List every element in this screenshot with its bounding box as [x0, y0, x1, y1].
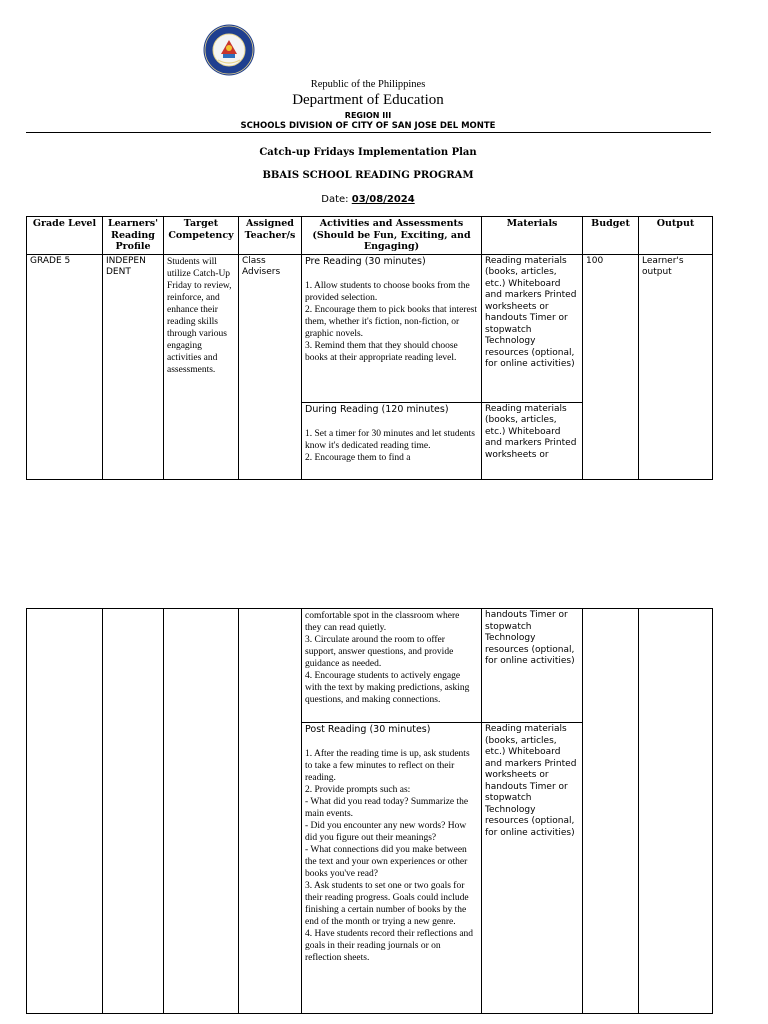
post-reading-step: 1. After the reading time is up, ask students to take a few minutes to reflect on their reading.: [305, 749, 470, 783]
during-reading-step: 4. Encourage students to actively engage with the text by making predictions, asking questions, and making connections.: [305, 671, 470, 705]
post-reading-step: 3. Ask students to set one or two goals for their reading progress. Goals could include finishing a certain number of books by the end of the month or trying a new genre.: [305, 881, 469, 927]
output-cell: [639, 609, 713, 1014]
date-line: [0, 194, 736, 205]
materials-cell: handouts Timer or stopwatch Technology resources (optional, for online activities): [482, 609, 583, 723]
plan-title: Catch-up Fridays Implementation Plan: [259, 147, 477, 158]
date-value: 03/08/2024: [351, 194, 415, 205]
post-reading-title: Post Reading (30 minutes): [305, 724, 431, 735]
pre-reading-step: 3. Remind them that they should choose books at their appropriate reading level.: [305, 340, 458, 363]
teachers-cell: Class Advisers: [239, 254, 302, 479]
pre-reading-step: 2. Encourage them to pick books that interest them, whether it's fiction, non-fiction, or graphic novels.: [305, 304, 478, 339]
during-reading-cell: [302, 402, 482, 479]
during-reading-step: 1. Set a timer for 30 minutes and let students know it's dedicated reading time.: [305, 428, 475, 451]
post-reading-step: 2. Provide prompts such as:: [305, 785, 411, 795]
budget-cell: [583, 609, 639, 1014]
output-header: Output: [639, 217, 713, 255]
post-reading-step: - What connections did you make between the text and your own experiences or other books you've read?: [305, 845, 468, 879]
table-header-row: [27, 217, 713, 255]
post-reading-step: - Did you encounter any new words? How did you figure out their meanings?: [305, 821, 467, 843]
division-label: SCHOOLS DIVISION OF CITY OF SAN JOSE DEL MONTE: [240, 121, 496, 131]
target-competency-header: Target Competency: [164, 217, 239, 255]
pre-reading-step: 1. Allow students to choose books from the provided selection.: [305, 280, 470, 303]
materials-cell: Reading materials (books, articles, etc.) Whiteboard and markers Printed worksheets or handouts Timer or stopwatch Technology resources (optional, for online activities): [482, 254, 583, 402]
date-label: Date:: [321, 194, 352, 205]
profile-cell: INDEPEN DENT: [103, 254, 164, 479]
during-reading-title: During Reading (120 minutes): [305, 403, 449, 415]
assigned-teachers-header: Assigned Teacher/s: [239, 217, 302, 255]
pre-reading-title: Pre Reading (30 minutes): [305, 255, 426, 267]
region-label: REGION III: [344, 111, 392, 120]
republic-label: Republic of the Philippines: [310, 79, 426, 90]
competency-cell: [164, 609, 239, 1014]
post-reading-step: 4. Have students record their reflections and goals in their reading journals or on reflection sheets.: [305, 929, 474, 963]
implementation-plan-table-continued: [26, 608, 713, 1014]
table-row: [27, 254, 713, 402]
header-divider: [26, 132, 711, 133]
grade-cell: GRADE 5: [27, 254, 103, 479]
during-reading-cell: [302, 609, 482, 723]
deped-seal-logo: [203, 24, 255, 76]
during-reading-step: 2. Encourage them to find a: [305, 452, 411, 463]
pre-reading-cell: [302, 254, 482, 402]
grade-level-header: Grade Level: [27, 217, 103, 255]
during-reading-step: comfortable spot in the classroom where they can read quietly.: [305, 611, 460, 633]
learners-profile-header: Learners' Reading Profile: [103, 217, 164, 255]
materials-cell: Reading materials (books, articles, etc.) Whiteboard and markers Printed worksheets or: [482, 402, 583, 479]
competency-cell: Students will utilize Catch-Up Friday to review, reinforce, and enhance their reading skills through various engaging activities and assessments.: [164, 254, 239, 479]
activities-header: Activities and Assessments (Should be Fun, Exciting, and Engaging): [302, 217, 482, 255]
teachers-cell: [239, 609, 302, 1014]
implementation-plan-table: [26, 216, 713, 480]
table-row: [27, 609, 713, 723]
materials-header: Materials: [482, 217, 583, 255]
post-reading-step: - What did you read today? Summarize the main events.: [305, 797, 469, 819]
program-title: BBAIS SCHOOL READING PROGRAM: [262, 170, 474, 181]
materials-cell: Reading materials (books, articles, etc.) Whiteboard and markers Printed worksheets or handouts Timer or stopwatch Technology resources (optional, for online activities): [482, 723, 583, 1014]
budget-cell: 100: [583, 254, 639, 479]
post-reading-cell: [302, 723, 482, 1014]
department-title: Department of Education: [292, 92, 444, 108]
grade-cell: [27, 609, 103, 1014]
budget-header: Budget: [583, 217, 639, 255]
during-reading-step: 3. Circulate around the room to offer support, answer questions, and provide guidance as needed.: [305, 635, 454, 669]
profile-cell: [103, 609, 164, 1014]
output-cell: Learner's output: [639, 254, 713, 479]
